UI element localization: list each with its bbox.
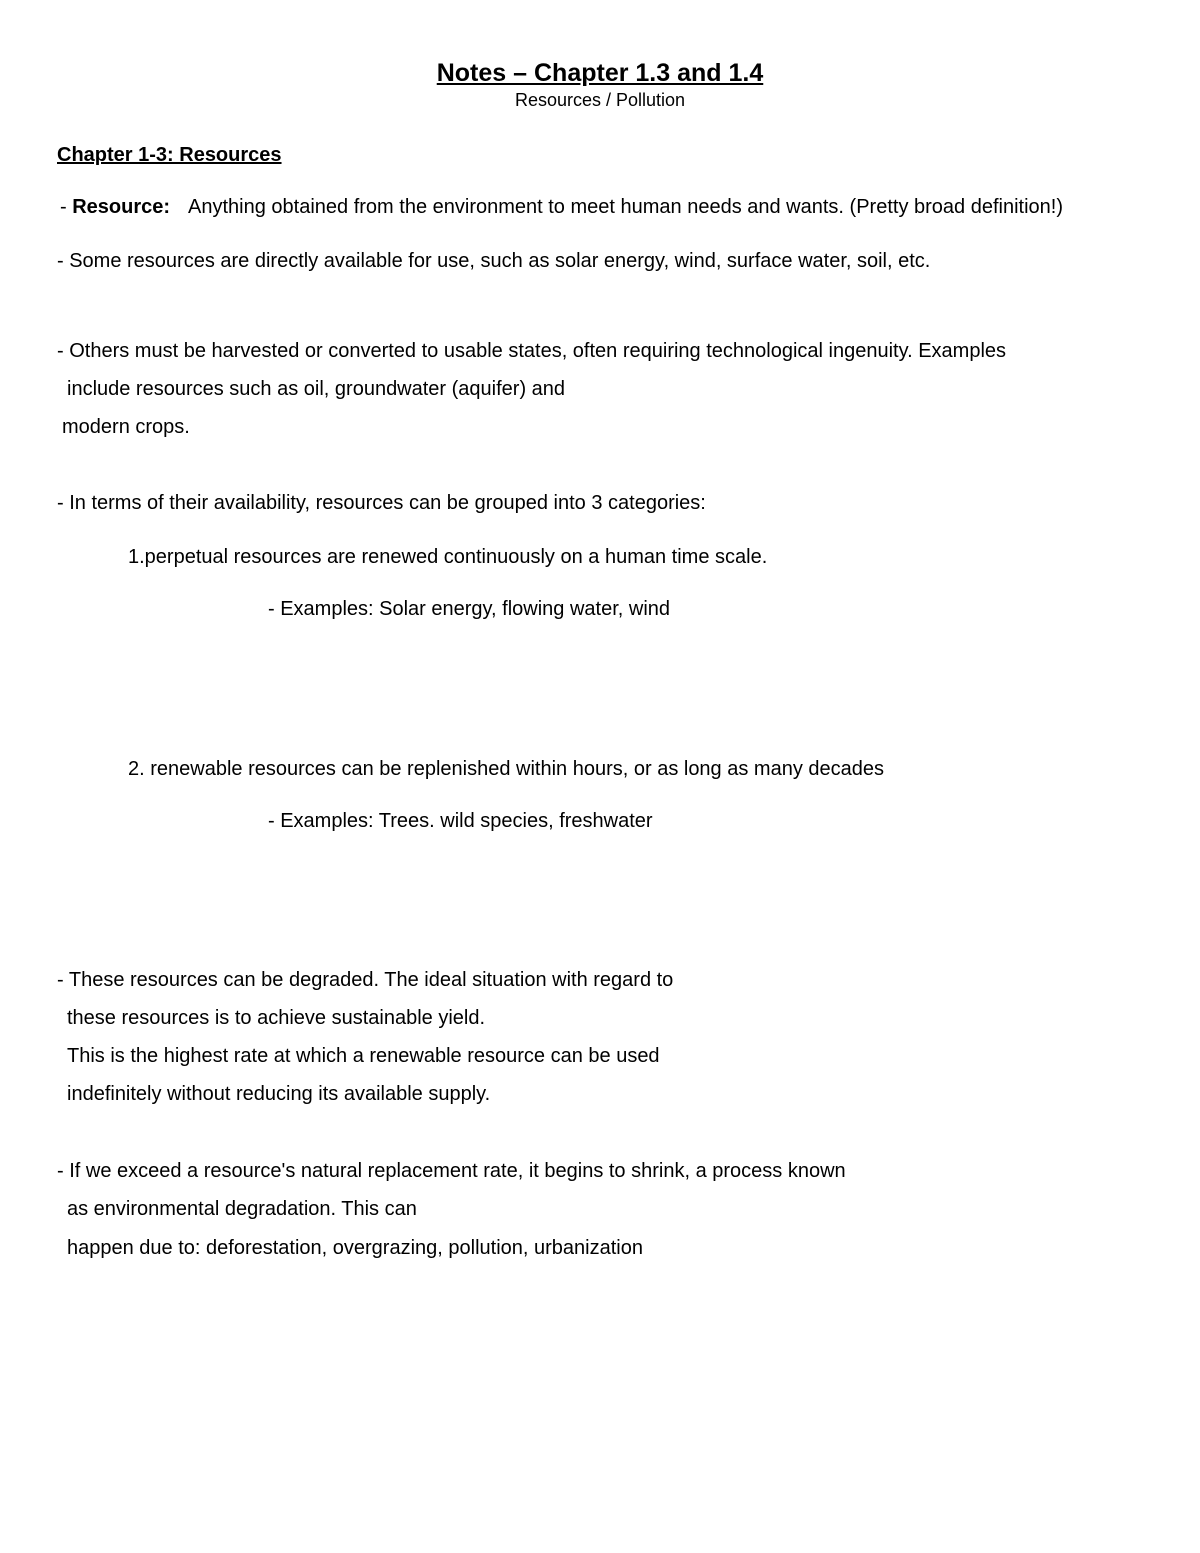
document-title (0, 58, 1200, 88)
paragraph-others-line-1: - Others must be harvested or converted to usable states, often requiring technological ingenuity. Examples (57, 340, 1007, 362)
paragraph-categories: - In terms of their availability, resources can be grouped into 3 categories: (57, 492, 706, 514)
category-2: 2. renewable resources can be replenished within hours, or as long as many decades (128, 758, 884, 780)
paragraph-exceed-line-1: - If we exceed a resource's natural replacement rate, it begins to shrink, a process known (57, 1160, 846, 1182)
paragraph-degraded-line-3: This is the highest rate at which a renewable resource can be used (67, 1045, 660, 1067)
paragraph-exceed-line-2: as environmental degradation. This can (67, 1198, 417, 1220)
definition-dash: - (60, 196, 73, 218)
paragraph-exceed-line-3: happen due to: deforestation, overgrazing, pollution, urbanization (67, 1237, 643, 1259)
paragraph-degraded-line-1: - These resources can be degraded. The ideal situation with regard to (57, 969, 674, 991)
paragraph-direct: - Some resources are directly available for use, such as solar energy, wind, surface water, soil, etc. (57, 250, 931, 272)
document-subtitle: Resources / Pollution (514, 90, 686, 110)
category-2-examples: - Examples: Trees. wild species, freshwater (268, 810, 653, 832)
definition-line (60, 195, 1063, 219)
category-1: 1.perpetual resources are renewed continuously on a human time scale. (128, 546, 768, 568)
definition-text: Anything obtained from the environment to meet human needs and wants. (Pretty broad definition!) (188, 196, 1063, 218)
category-1-examples: - Examples: Solar energy, flowing water, wind (268, 598, 671, 620)
paragraph-degraded-line-2: these resources is to achieve sustainable yield. (67, 1007, 486, 1029)
paragraph-others-line-3: modern crops. (62, 416, 190, 438)
paragraph-degraded-line-4: indefinitely without reducing its available supply. (67, 1083, 491, 1105)
paragraph-others-line-2: include resources such as oil, groundwater (aquifer) and (67, 378, 566, 400)
section-heading: Chapter 1-3: Resources (57, 144, 282, 166)
definition-term: Resource: (72, 196, 171, 218)
document-title-text: Notes – Chapter 1.3 and 1.4 (436, 59, 764, 87)
